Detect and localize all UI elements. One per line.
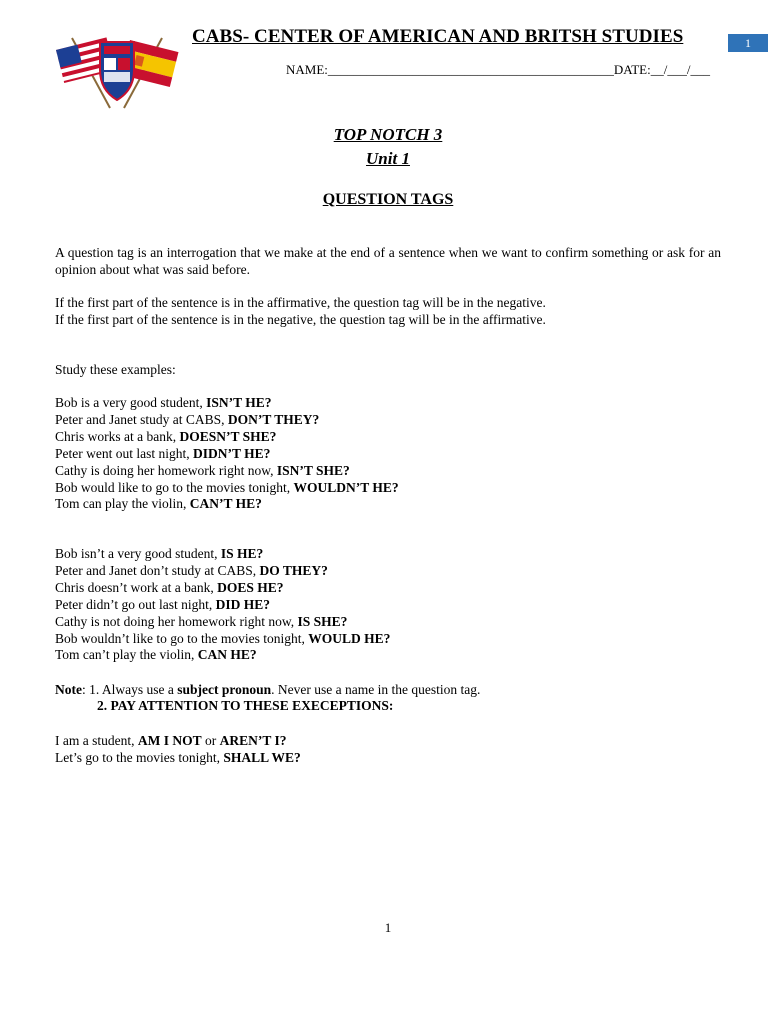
study-label: Study these examples: xyxy=(55,362,176,377)
example-tag: WOULD HE? xyxy=(308,630,391,646)
course-title: TOP NOTCH 3 xyxy=(333,125,443,144)
example-line xyxy=(55,496,745,513)
example-sentence: Tom can’t play the violin, xyxy=(55,647,198,663)
name-date-line: NAME:____________________________________________DATE:__/___/___ xyxy=(286,62,710,77)
note-line xyxy=(55,681,480,698)
exception-joiner: or xyxy=(201,733,220,748)
example-sentence: Peter and Janet study at CABS, xyxy=(55,411,228,427)
example-tag: DIDN’T HE? xyxy=(192,445,271,461)
example-tag: ISN’T SHE? xyxy=(276,462,350,478)
unit-title: Unit 1 xyxy=(366,149,410,168)
example-line xyxy=(55,429,745,446)
example-tag: WOULDN’T HE? xyxy=(293,479,399,495)
exception-sentence: I am a student, xyxy=(55,733,138,748)
note-label: Note xyxy=(55,682,82,697)
example-sentence: Bob isn’t a very good student, xyxy=(55,546,221,561)
example-line xyxy=(55,580,745,597)
exception-examples xyxy=(55,732,301,766)
example-tag: DOESN’T SHE? xyxy=(179,428,277,444)
example-line xyxy=(55,412,745,429)
example-tag: DO THEY? xyxy=(259,562,328,578)
example-line xyxy=(55,597,745,614)
page-badge: 1 xyxy=(728,34,768,52)
exception-line xyxy=(55,732,301,749)
example-line xyxy=(55,631,745,648)
example-sentence: Cathy is doing her homework right now, xyxy=(55,462,277,478)
example-tag: DID HE? xyxy=(215,596,271,612)
exception-tag: AM I NOT xyxy=(137,733,202,748)
example-line xyxy=(55,546,745,563)
example-tag: IS SHE? xyxy=(297,613,348,629)
example-tag: CAN HE? xyxy=(197,647,257,663)
example-line xyxy=(55,563,745,580)
example-tag: IS HE? xyxy=(220,546,264,561)
example-sentence: Peter didn’t go out last night, xyxy=(55,596,216,612)
example-tag: CAN’T HE? xyxy=(189,496,262,512)
example-line xyxy=(55,480,745,497)
example-sentence: Peter went out last night, xyxy=(55,445,193,461)
note-text-end: . Never use a name in the question tag. xyxy=(271,682,481,697)
example-sentence: Bob would like to go to the movies tonight, xyxy=(55,479,294,495)
exception-line xyxy=(55,749,301,766)
note-exceptions-heading: 2. PAY ATTENTION TO THESE EXECEPTIONS: xyxy=(97,698,394,713)
example-tag: DOES HE? xyxy=(217,579,284,595)
intro-paragraph: A question tag is an interrogation that we make at the end of a sentence when we want to confirm something or ask for an opinion about what was said before. xyxy=(55,245,721,277)
example-sentence: Chris doesn’t work at a bank, xyxy=(55,579,218,595)
example-sentence: Tom can play the violin, xyxy=(55,496,190,512)
exception-sentence: Let’s go to the movies tonight, xyxy=(55,750,224,765)
example-sentence: Bob is a very good student, xyxy=(55,395,207,410)
note-emphasis: subject pronoun xyxy=(177,682,272,697)
example-line xyxy=(55,463,745,480)
rule-negative: If the first part of the sentence is in the negative, the question tag will be in the affirmative. xyxy=(55,311,546,327)
exception-tag: SHALL WE? xyxy=(223,750,301,765)
rule-affirmative: If the first part of the sentence is in the affirmative, the question tag will be in the negative. xyxy=(55,295,546,310)
example-sentence: Peter and Janet don’t study at CABS, xyxy=(55,562,260,578)
example-tag: DON’T THEY? xyxy=(227,411,320,427)
example-line xyxy=(55,446,745,463)
footer-page-number: 1 xyxy=(384,920,392,935)
example-sentence: Chris works at a bank, xyxy=(55,428,180,444)
note-text: : 1. Always use a xyxy=(82,682,178,697)
example-line xyxy=(55,647,745,664)
example-sentence: Cathy is not doing her homework right now, xyxy=(55,613,298,629)
affirmative-examples xyxy=(55,395,745,513)
topic-heading: QUESTION TAGS xyxy=(322,191,454,208)
exception-tag-alt: AREN’T I? xyxy=(219,733,287,748)
example-tag: ISN’T HE? xyxy=(206,395,272,410)
school-title: CABS- CENTER OF AMERICAN AND BRITSH STUDIES xyxy=(192,26,684,47)
cabs-logo xyxy=(50,30,184,110)
rules-paragraph xyxy=(55,295,721,328)
negative-examples xyxy=(55,546,745,664)
example-sentence: Bob wouldn’t like to go to the movies tonight, xyxy=(55,630,309,646)
example-line xyxy=(55,395,745,412)
example-line xyxy=(55,614,745,631)
